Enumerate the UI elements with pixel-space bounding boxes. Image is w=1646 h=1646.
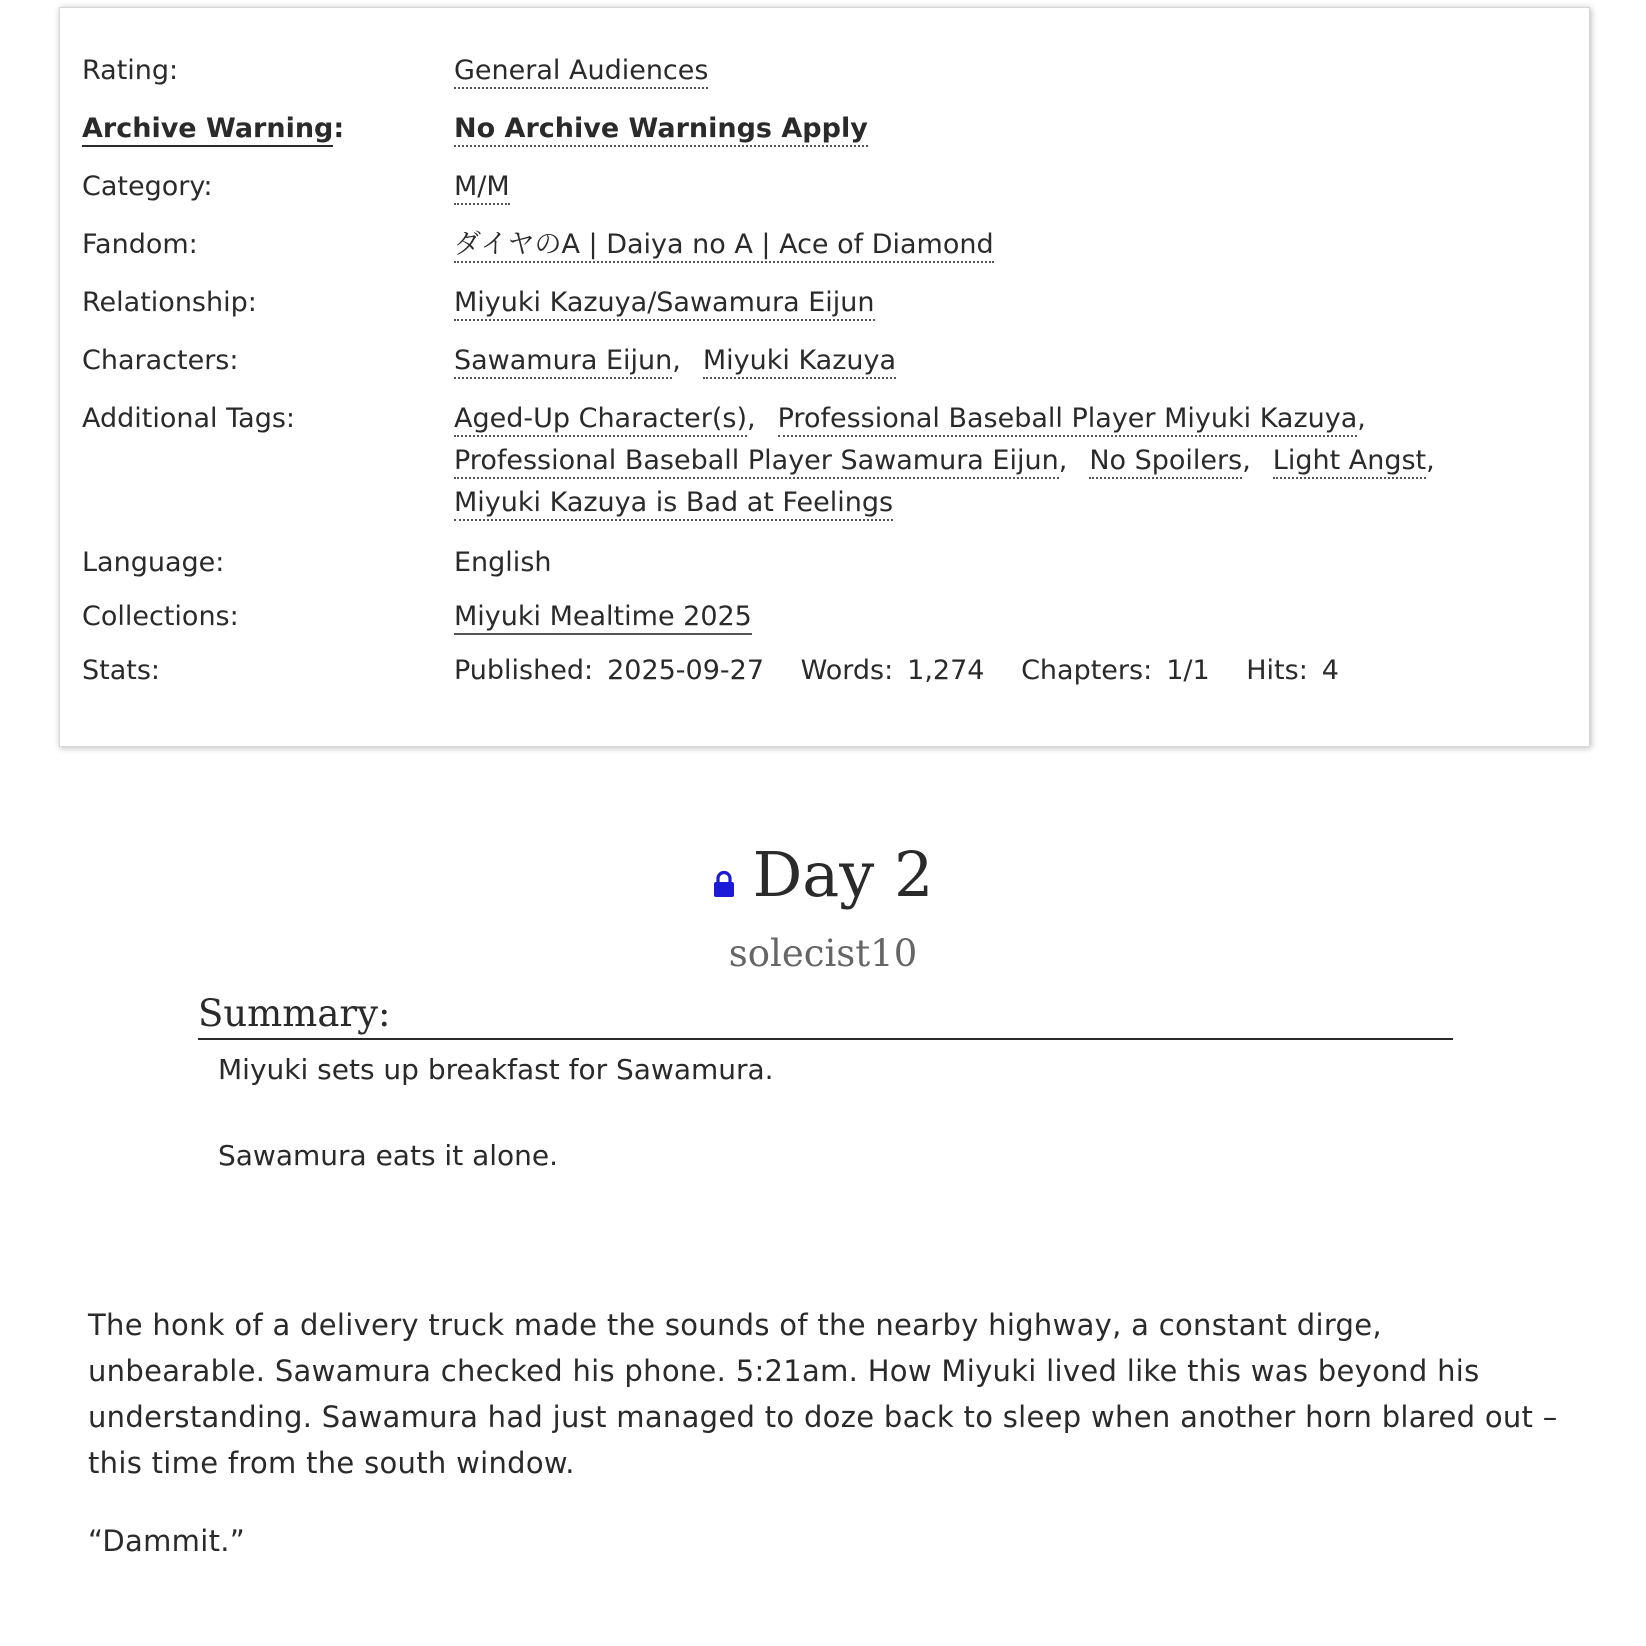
freeform-tag-link[interactable]: No Spoilers (1089, 445, 1242, 479)
archive-warning-label-text[interactable]: Archive Warning (82, 113, 333, 147)
characters-label: Characters: (82, 345, 239, 376)
words-label: Words: (800, 655, 894, 686)
character-tag-link[interactable]: Miyuki Kazuya (703, 345, 896, 379)
hits-value: 4 (1321, 655, 1339, 686)
category-label: Category: (82, 171, 213, 202)
work-title (0, 836, 1646, 914)
archive-warning-colon: : (333, 113, 345, 144)
character-tag-link[interactable]: Sawamura Eijun (454, 345, 672, 379)
freeform-tag-link[interactable]: Aged-Up Character(s) (454, 403, 747, 437)
work-meta-box: Rating: General Audiences Archive Warning: No Archive Warnings Apply Category: M/M Fandom: ダイヤのA | Daiya no A | Ace of Diamond Relationship: Miyuki Kazuya/Sawamura Eijun Characters: Sawamura Eijun, Miyuki Kazuya Additional Tags: Aged-Up Character(s), Professional Baseball Player Miyuki Kazuya, Professional Baseball Player Sawamura Eijun, No Spoilers, Light Angst, Miyuki Kazuya is Bad at Feelings Language: English Collections: Miyuki Mealtime 2025 Stats: Published: 2025-09-27 Words: 1,274 Chapters: 1/1 Hits: 4 (59, 7, 1590, 747)
collection-link[interactable]: Miyuki Mealtime 2025 (454, 601, 752, 635)
freeform-tag-link[interactable]: Miyuki Kazuya is Bad at Feelings (454, 487, 893, 521)
freeform-tag-link[interactable]: Professional Baseball Player Sawamura Eijun (454, 445, 1059, 479)
rating-tag-link[interactable]: General Audiences (454, 55, 708, 89)
freeform-tag-link[interactable]: Professional Baseball Player Miyuki Kazuya (778, 403, 1358, 437)
relationship-tag-link[interactable]: Miyuki Kazuya/Sawamura Eijun (454, 287, 875, 321)
author-byline (0, 930, 1646, 978)
warning-tag-link[interactable]: No Archive Warnings Apply (454, 113, 868, 147)
words-value: 1,274 (907, 655, 985, 686)
fandom-tag-link[interactable]: ダイヤのA | Daiya no A | Ace of Diamond (454, 229, 994, 263)
hits-label: Hits: (1246, 655, 1308, 686)
work-title-text: Day 2 (752, 838, 934, 911)
published-value: 2025-09-27 (607, 655, 765, 686)
stats-label: Stats: (82, 655, 161, 686)
published-label: Published: (454, 655, 594, 686)
chapter-paragraph: The honk of a delivery truck made the sounds of the nearby highway, a constant dirge, unbearable. Sawamura checked his phone. 5:21am. How Miyuki lived like this was beyond his understanding. Sawamura had just managed to doze back to sleep when another horn blared out – this time from the south window. (88, 1308, 1558, 1480)
archive-warning-label[interactable] (82, 108, 344, 150)
freeform-tag-link[interactable]: Light Angst (1273, 445, 1426, 479)
additional-tags-label: Additional Tags: (82, 403, 295, 434)
summary-paragraph: Sawamura eats it alone. (218, 1139, 559, 1172)
author-link[interactable]: solecist10 (728, 932, 918, 975)
summary-paragraph: Miyuki sets up breakfast for Sawamura. (218, 1053, 774, 1086)
rating-label: Rating: (82, 55, 179, 86)
fandom-label: Fandom: (82, 229, 198, 260)
chapter-paragraph: “Dammit.” (88, 1524, 246, 1558)
relationship-label: Relationship: (82, 287, 257, 318)
stats-values (454, 650, 1564, 692)
chapters-label: Chapters: (1021, 655, 1153, 686)
language-value: English (454, 547, 552, 578)
category-tag-link[interactable]: M/M (454, 171, 510, 205)
chapters-value: 1/1 (1166, 655, 1210, 686)
collections-label: Collections: (82, 601, 239, 632)
language-label: Language: (82, 547, 225, 578)
lock-icon (713, 870, 735, 898)
summary-heading: Summary: (198, 990, 1453, 1040)
